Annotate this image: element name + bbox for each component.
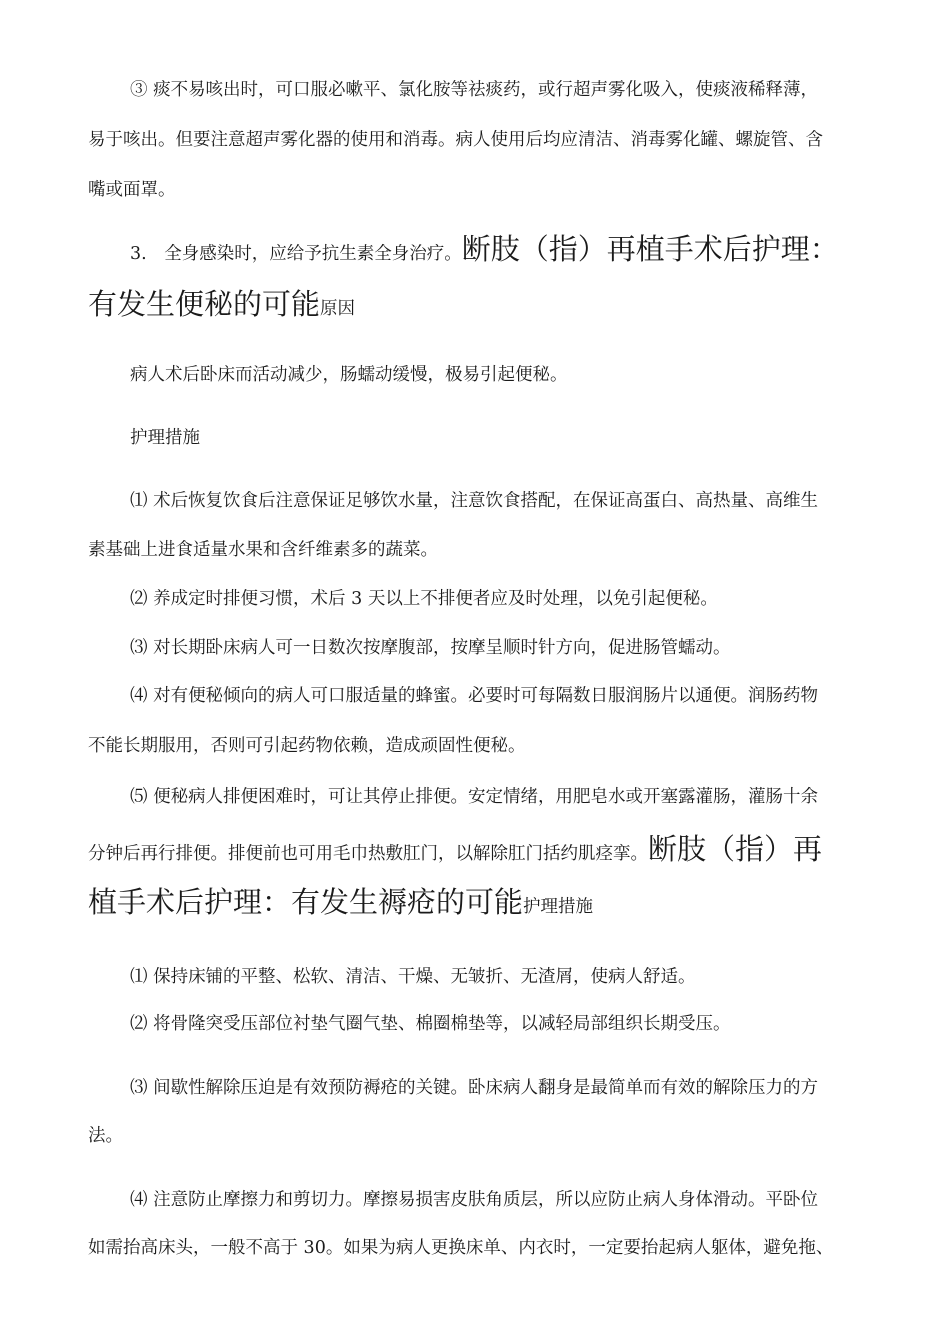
text-line: 不能长期服用，否则可引起药物依赖，造成顽固性便秘。: [88, 736, 526, 756]
subheading: 护理措施: [523, 897, 594, 917]
text-line: [88, 885, 903, 920]
section-heading: 断肢（指）再: [648, 832, 823, 866]
list-item: ⑵ 将骨隆突受压部位衬垫气圈气垫、棉圈棉垫等，以减轻局部组织长期受压。: [130, 1014, 731, 1034]
text-segment: 分钟后再行排便。排便前也可用毛巾热敷肛门，以解除肛门括约肌痉挛。: [88, 844, 648, 864]
list-item: ⑴ 保持床铺的平整、松软、清洁、干燥、无皱折、无渣屑，使病人舒适。: [130, 967, 696, 987]
subheading: 原因: [320, 299, 356, 319]
list-item: ⑷ 注意防止摩擦力和剪切力。摩擦易损害皮肤角质层，所以应防止病人身体滑动。平卧位: [130, 1190, 819, 1210]
text-line: [88, 287, 903, 322]
text-line: ③ 痰不易咳出时，可口服必嗽平、氯化胺等祛痰药，或行超声雾化吸入，使痰液稀释薄，: [130, 80, 819, 100]
text-line: 如需抬高床头，一般不高于 30。如果为病人更换床单、内衣时，一定要抬起病人躯体，避免拖、: [88, 1238, 834, 1258]
section-heading: 植手术后护理：有发生褥疮的可能: [88, 885, 524, 919]
section-heading: 断肢（指）再植手术后护理：: [461, 232, 839, 266]
text-line: 易于咳出。但要注意超声雾化器的使用和消毒。病人使用后均应清洁、消毒雾化罐、螺旋管、含: [88, 130, 823, 150]
text-line: 法。: [88, 1126, 123, 1146]
list-item: ⑶ 对长期卧床病人可一日数次按摩腹部，按摩呈顺时针方向，促进肠管蠕动。: [130, 638, 731, 658]
text-segment: 3. 全身感染时，应给予抗生素全身治疗。: [130, 244, 462, 264]
section-heading: 有发生便秘的可能: [88, 287, 321, 321]
list-item: ⑵ 养成定时排便习惯，术后 3 天以上不排便者应及时处理，以免引起便秘。: [130, 589, 718, 609]
text-line: [130, 232, 945, 267]
text-line: 素基础上进食适量水果和含纤维素多的蔬菜。: [88, 540, 438, 560]
list-item: ⑷ 对有便秘倾向的病人可口服适量的蜂蜜。必要时可每隔数日服润肠片以通便。润肠药物: [130, 686, 819, 706]
list-item: ⑴ 术后恢复饮食后注意保证足够饮水量，注意饮食搭配，在保证高蛋白、高热量、高维生: [130, 491, 819, 511]
text-line: 病人术后卧床而活动减少，肠蠕动缓慢，极易引起便秘。: [130, 365, 568, 385]
list-item: ⑶ 间歇性解除压迫是有效预防褥疮的关键。卧床病人翻身是最简单而有效的解除压力的方: [130, 1078, 819, 1098]
text-line: [88, 832, 903, 867]
list-item: ⑸ 便秘病人排便困难时，可让其停止排便。安定情绪，用肥皂水或开塞露灌肠，灌肠十余: [130, 787, 819, 807]
text-line: 嘴或面罩。: [88, 180, 176, 200]
subheading: 护理措施: [130, 428, 200, 448]
